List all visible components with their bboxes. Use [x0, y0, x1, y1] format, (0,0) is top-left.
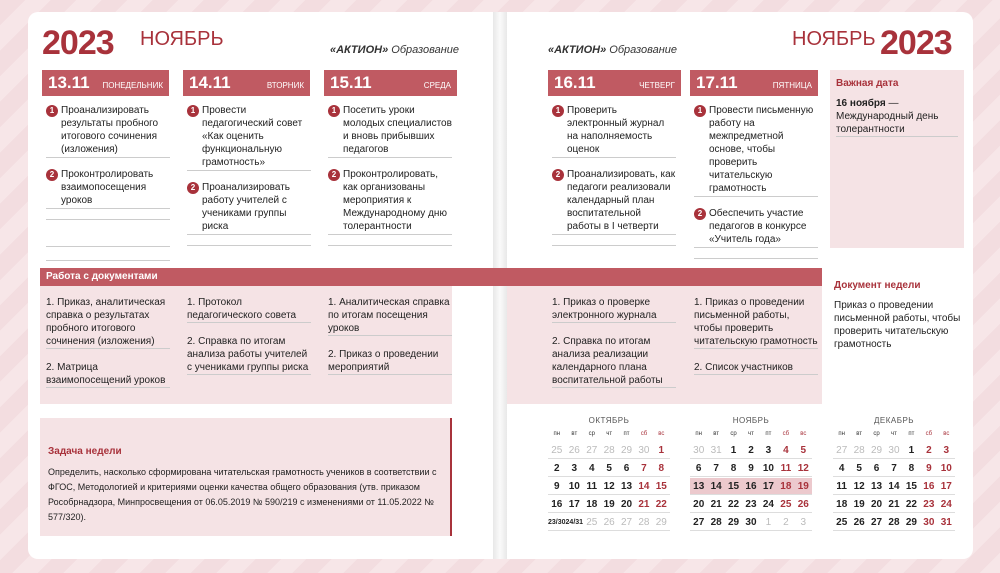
day-date: 15.11	[330, 73, 372, 92]
doc-item: 2. Приказ о проведении мероприятий	[328, 348, 452, 375]
calendar-day: 17	[760, 478, 777, 495]
calendar-1	[690, 416, 812, 531]
calendar-day: 20	[868, 496, 885, 513]
calendar-day: 2	[777, 514, 794, 531]
calendar-day: 24	[760, 496, 777, 513]
calendar-day: 28	[850, 442, 867, 459]
weekday-label: вс	[658, 431, 665, 437]
task-number: 2	[46, 169, 58, 181]
weekday-label: ср	[873, 431, 880, 437]
weekday-label: пт	[908, 431, 915, 437]
important-date-value: 16 ноября	[836, 98, 886, 109]
calendar-day: 3	[760, 442, 777, 459]
task-text: Проанализировать, как педагоги реализовали календарный план воспитательной работы в I четверти	[567, 169, 676, 232]
calendar-day: 25	[833, 514, 850, 531]
calendar-day: 18	[833, 496, 850, 513]
calendar-day: 9	[920, 460, 937, 477]
task-item	[552, 168, 676, 235]
calendar-day: 30	[920, 514, 937, 531]
task-text: Проанализировать работу учителей с учениками группы риска	[202, 182, 291, 232]
calendar-day: 28	[635, 514, 652, 531]
task-number: 1	[694, 105, 706, 117]
calendar-day: 17	[938, 478, 955, 495]
calendar-day: 18	[777, 478, 794, 495]
doc-week	[834, 280, 964, 351]
calendar-day: 26	[566, 442, 584, 459]
calendar-day: 16	[742, 478, 759, 495]
calendar-day: 7	[635, 460, 652, 477]
calendar-day: 2	[920, 442, 937, 459]
task-number: 2	[694, 208, 706, 220]
task-text: Проконтролировать, как организованы мероприятия к Международному дню толерантности	[343, 169, 447, 232]
task-text: Проконтролировать взаимопосещения уроков	[61, 169, 154, 206]
calendar-day: 13	[618, 478, 635, 495]
weekday-label: ср	[730, 431, 737, 437]
day-tasks	[187, 104, 311, 287]
calendar-day: 6	[868, 460, 885, 477]
brand-right: «АКТИОН» Образование	[548, 44, 678, 56]
month-right: НОЯБРЬ	[792, 28, 876, 50]
calendar-day: 23/30	[548, 514, 566, 531]
doc-item: 1. Приказ о проверке электронного журнала	[552, 296, 676, 323]
weekday-label: чт	[748, 431, 754, 437]
calendar-day: 15	[725, 478, 742, 495]
doc-item: 2. Справка по итогам анализа реализации календарного плана воспитательной работы	[552, 335, 676, 388]
calendar-day: 1	[725, 442, 742, 459]
calendar-day: 30	[690, 442, 707, 459]
docs-column	[328, 296, 452, 387]
task-text: Провести педагогический совет «Как оценить функциональную грамотность»	[202, 105, 303, 168]
weekday-label: пн	[838, 431, 845, 437]
task-number: 1	[552, 105, 564, 117]
task-text: Обеспечить участие педагогов в конкурсе «Учитель года»	[709, 208, 807, 245]
important-date	[830, 70, 964, 248]
calendar-day: 21	[707, 496, 724, 513]
day-header	[690, 70, 818, 96]
weekday-label: вт	[713, 431, 720, 437]
calendar-day: 5	[795, 442, 812, 459]
task-text: Провести письменную работу на межпредметной основе, чтобы проверить читательскую грамотность	[709, 105, 814, 194]
doc-week-title: Документ недели	[834, 280, 921, 291]
calendar-day: 31	[707, 442, 724, 459]
calendar-day: 29	[653, 514, 670, 531]
calendar-day: 8	[725, 460, 742, 477]
weekday-label: пт	[765, 431, 772, 437]
calendar-day: 2	[742, 442, 759, 459]
calendar-day: 28	[885, 514, 902, 531]
task-text: Посетить уроки молодых специалистов и вновь прибывших педагогов	[343, 105, 452, 155]
calendar-day: 24/31	[566, 514, 584, 531]
calendar-day: 28	[600, 442, 617, 459]
calendar-day: 1	[653, 442, 670, 459]
calendar-day: 21	[635, 496, 652, 513]
calendar-day: 4	[583, 460, 600, 477]
calendar-day: 30	[635, 442, 652, 459]
calendar-day: 11	[583, 478, 600, 495]
task-week	[40, 418, 452, 536]
day-weekday: ПЯТНИЦА	[772, 81, 812, 90]
calendar-day: 29	[868, 442, 885, 459]
calendar-day: 12	[850, 478, 867, 495]
task-text: Проверить электронный журнал на наполняемость оценок	[567, 105, 665, 155]
calendar-day: 20	[690, 496, 707, 513]
calendar-day: 8	[903, 460, 920, 477]
calendar-day: 29	[618, 442, 635, 459]
doc-item: 1. Приказ, аналитическая справка о результатах пробного итогового сочинения (изложения)	[46, 296, 170, 349]
calendar-day: 17	[566, 496, 584, 513]
doc-item: 1. Приказ о проведении письменной работы, чтобы проверить читательскую грамотность	[694, 297, 818, 347]
calendar-day: 27	[833, 442, 850, 459]
doc-item: 1. Аналитическая справка по итогам посещения уроков	[328, 296, 452, 336]
task-item	[46, 168, 170, 209]
calendar-day: 11	[777, 460, 794, 477]
weekday-label: пт	[623, 431, 630, 437]
weekday-label: ср	[588, 431, 595, 437]
calendar-day: 26	[600, 514, 617, 531]
calendar-day: 6	[618, 460, 635, 477]
calendar-day: 14	[635, 478, 652, 495]
calendar-day: 2	[548, 460, 566, 477]
docs-column	[46, 296, 170, 400]
calendar-day: 16	[548, 496, 566, 513]
calendar-day: 4	[777, 442, 794, 459]
task-item	[187, 181, 311, 235]
weekday-label: сб	[925, 431, 933, 437]
weekday-label: вт	[856, 431, 863, 437]
calendar-day: 8	[653, 460, 670, 477]
calendar-day: 1	[903, 442, 920, 459]
day-header	[324, 70, 457, 96]
calendar-day: 23	[742, 496, 759, 513]
task-number: 1	[328, 105, 340, 117]
calendar-day: 20	[618, 496, 635, 513]
day-tasks	[46, 104, 170, 261]
calendar-day: 29	[903, 514, 920, 531]
docs-header: Работа с документами	[40, 268, 822, 286]
day-weekday: ЧЕТВЕРГ	[639, 81, 675, 90]
task-item	[694, 104, 818, 197]
day-weekday: ПОНЕДЕЛЬНИК	[102, 81, 163, 90]
calendar-day: 19	[600, 496, 617, 513]
doc-item: 2. Справка по итогам анализа работы учителей с учениками группы риска	[187, 335, 311, 375]
calendar-day: 27	[618, 514, 635, 531]
calendar-day: 26	[850, 514, 867, 531]
doc-item: 1. Протокол педагогического совета	[187, 296, 311, 323]
task-item	[46, 104, 170, 158]
calendar-day: 10	[566, 478, 584, 495]
task-number: 1	[187, 105, 199, 117]
day-date: 16.11	[554, 73, 596, 92]
calendar-day: 13	[868, 478, 885, 495]
day-date: 17.11	[696, 73, 738, 92]
calendar-day: 19	[850, 496, 867, 513]
day-date: 13.11	[48, 73, 90, 92]
calendar-day: 3	[938, 442, 955, 459]
task-item	[552, 104, 676, 158]
calendar-day: 27	[583, 442, 600, 459]
calendar-day: 29	[725, 514, 742, 531]
task-text: Проанализировать результаты пробного итогового сочинения (изложения)	[61, 105, 159, 155]
important-title: Важная дата	[836, 78, 899, 89]
brand-left: «АКТИОН» Образование	[330, 44, 460, 56]
calendar-day: 14	[707, 478, 724, 495]
calendar-day: 5	[850, 460, 867, 477]
calendar-day: 7	[707, 460, 724, 477]
calendar-day: 9	[548, 478, 566, 495]
calendar-day: 22	[725, 496, 742, 513]
task-item	[328, 104, 452, 158]
doc-week-text: Приказ о проведении письменной работы, чтобы проверить читательскую грамотность	[834, 300, 961, 350]
weekday-label: вт	[571, 431, 578, 437]
year-left: 2023	[42, 24, 114, 62]
calendar-day: 5	[600, 460, 617, 477]
weekday-label: пн	[695, 431, 702, 437]
calendar-0	[548, 416, 670, 531]
calendar-day: 7	[885, 460, 902, 477]
task-item	[328, 168, 452, 235]
calendar-day: 6	[690, 460, 707, 477]
day-tasks	[552, 104, 676, 287]
calendar-day: 12	[795, 460, 812, 477]
day-header	[42, 70, 169, 96]
calendar-day: 14	[885, 478, 902, 495]
calendar-day: 10	[938, 460, 955, 477]
year-right: 2023	[880, 24, 952, 62]
task-item	[694, 207, 818, 248]
calendar-day: 15	[653, 478, 670, 495]
calendar-day: 23	[920, 496, 937, 513]
calendar-day: 3	[566, 460, 584, 477]
calendar-day: 28	[707, 514, 724, 531]
calendar-day: 25	[583, 514, 600, 531]
calendar-day: 10	[760, 460, 777, 477]
docs-column	[552, 296, 676, 400]
calendar-day: 21	[885, 496, 902, 513]
task-number: 2	[552, 169, 564, 181]
task-week-title: Задача недели	[48, 446, 122, 457]
calendar-day: 27	[690, 514, 707, 531]
calendar-day: 12	[600, 478, 617, 495]
task-item	[187, 104, 311, 171]
doc-item: 2. Список участников	[694, 361, 818, 375]
calendar-2	[833, 416, 955, 531]
task-number: 2	[187, 182, 199, 194]
calendar-day: 11	[833, 478, 850, 495]
day-weekday: ВТОРНИК	[266, 81, 304, 90]
important-text: — Международный день толерантности	[836, 98, 939, 135]
calendar-day: 1	[760, 514, 777, 531]
weekday-label: чт	[891, 431, 897, 437]
calendar-day: 27	[868, 514, 885, 531]
task-number: 2	[328, 169, 340, 181]
calendar-day: 22	[653, 496, 670, 513]
calendar-month: ДЕКАБРЬ	[873, 416, 915, 425]
calendar-day: 25	[548, 442, 566, 459]
weekday-label: сб	[782, 431, 790, 437]
calendar-day: 30	[885, 442, 902, 459]
calendar-day: 18	[583, 496, 600, 513]
month-left: НОЯБРЬ	[140, 28, 224, 50]
day-weekday: СРЕДА	[423, 81, 451, 90]
calendar-day: 4	[833, 460, 850, 477]
calendar-day: 25	[777, 496, 794, 513]
day-header	[183, 70, 310, 96]
day-header	[548, 70, 681, 96]
doc-item: 2. Матрица взаимопосещений уроков	[46, 361, 170, 388]
weekday-label: чт	[606, 431, 613, 437]
day-tasks	[328, 104, 452, 287]
weekday-label: пн	[553, 431, 561, 437]
calendar-day: 3	[795, 514, 812, 531]
calendar-day: 9	[742, 460, 759, 477]
calendar-day: 24	[938, 496, 955, 513]
task-week-text: Определить, насколько сформирована читательская грамотность учеников в соответствии с ФГОС, Методологией и критериями оценки качества общего образования (утв. приказом Рособрнадзора, Минпросвещения от 06.05.2019 № 590/219 с изменениями от 11.05.2022 № 577/320).	[48, 467, 437, 522]
calendar-month: НОЯБРЬ	[732, 416, 770, 425]
calendar-day: 13	[690, 478, 707, 495]
calendar-day: 19	[795, 478, 812, 495]
calendar-day: 31	[938, 514, 955, 531]
day-date: 14.11	[189, 73, 231, 92]
docs-column	[694, 296, 818, 387]
weekday-label: вс	[800, 431, 807, 437]
weekday-label: вс	[943, 431, 950, 437]
calendar-day: 15	[903, 478, 920, 495]
calendar-day: 30	[742, 514, 759, 531]
task-number: 1	[46, 105, 58, 117]
docs-column	[187, 296, 311, 387]
weekday-label: сб	[640, 431, 648, 437]
calendar-day: 26	[795, 496, 812, 513]
calendar-month: ОКТЯБРЬ	[588, 416, 630, 425]
calendar-day: 22	[903, 496, 920, 513]
calendar-day: 16	[920, 478, 937, 495]
